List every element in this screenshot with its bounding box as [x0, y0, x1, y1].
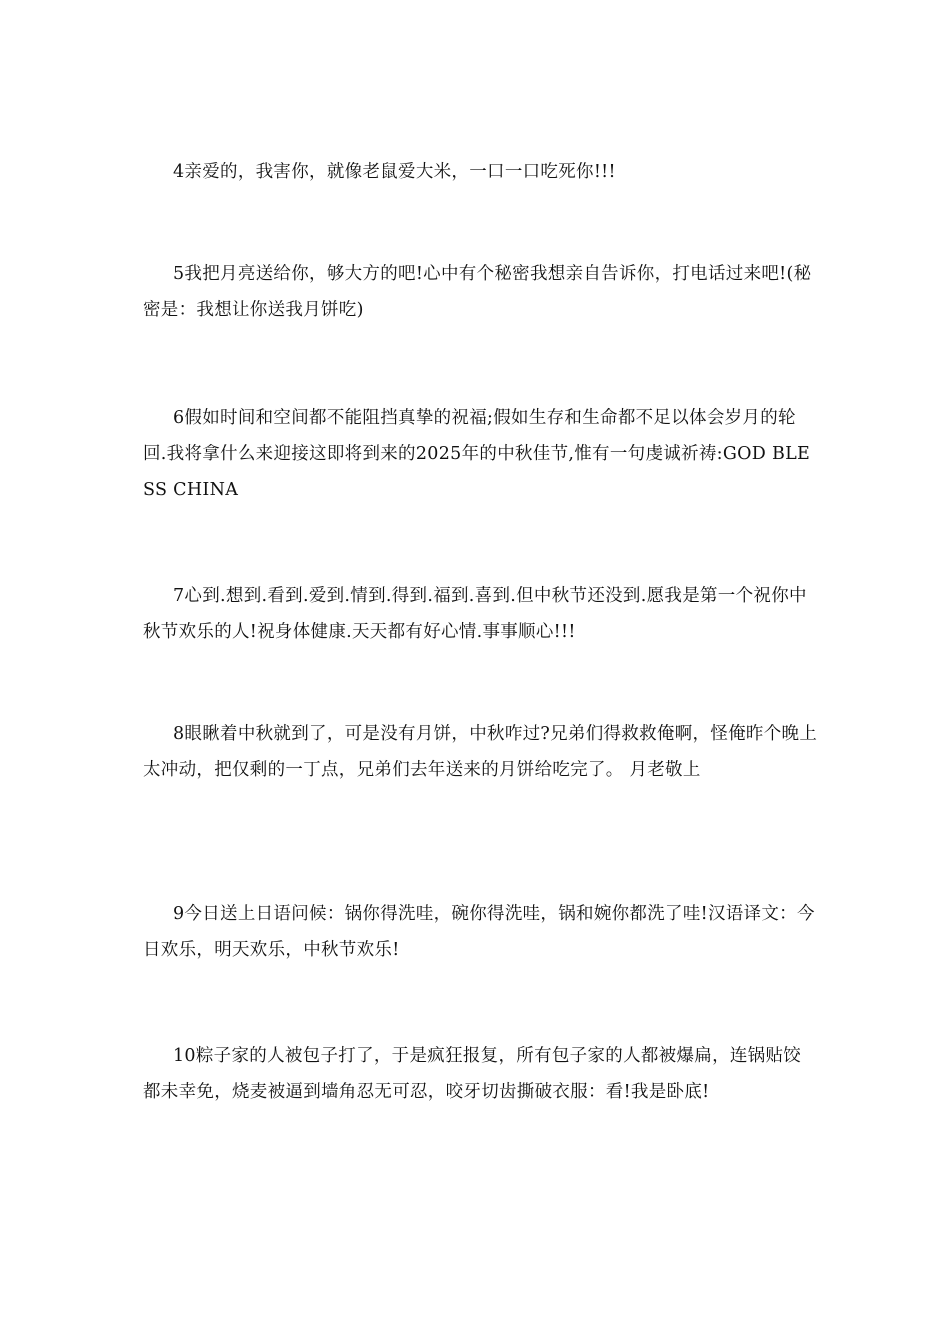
paragraph-9: 9今日送上日语问候：锅你得洗哇，碗你得洗哇，锅和婉你都洗了哇!汉语译文：今日欢乐，明天欢乐，中秋节欢乐!	[143, 904, 815, 960]
paragraph-4: 4亲爱的，我害你，就像老鼠爱大米，一口一口吃死你!!!	[173, 162, 616, 182]
paragraph-10: 10粽子家的人被包子打了，于是疯狂报复，所有包子家的人都被爆扁，连锅贴饺都未幸免，烧麦被逼到墙角忍无可忍，咬牙切齿撕破衣服：看!我是卧底!	[143, 1046, 802, 1102]
paragraph-8: 8眼瞅着中秋就到了，可是没有月饼，中秋咋过?兄弟们得救救俺啊，怪俺昨个晚上太冲动，把仅剩的一丁点，兄弟们去年送来的月饼给吃完了。 月老敬上	[143, 724, 818, 780]
paragraph-6: 6假如时间和空间都不能阻挡真挚的祝福;假如生存和生命都不足以体会岁月的轮回.我将拿什么来迎接这即将到来的2025年的中秋佳节,惟有一句虔诚祈祷:GOD BLESS CHINA	[143, 408, 811, 500]
paragraph-7: 7心到.想到.看到.爱到.情到.得到.福到.喜到.但中秋节还没到.愿我是第一个祝你中秋节欢乐的人!祝身体健康.天天都有好心情.事事顺心!!!	[143, 586, 807, 642]
paragraph-5: 5我把月亮送给你，够大方的吧!心中有个秘密我想亲自告诉你，打电话过来吧!(秘密是：我想让你送我月饼吃)	[143, 264, 812, 320]
